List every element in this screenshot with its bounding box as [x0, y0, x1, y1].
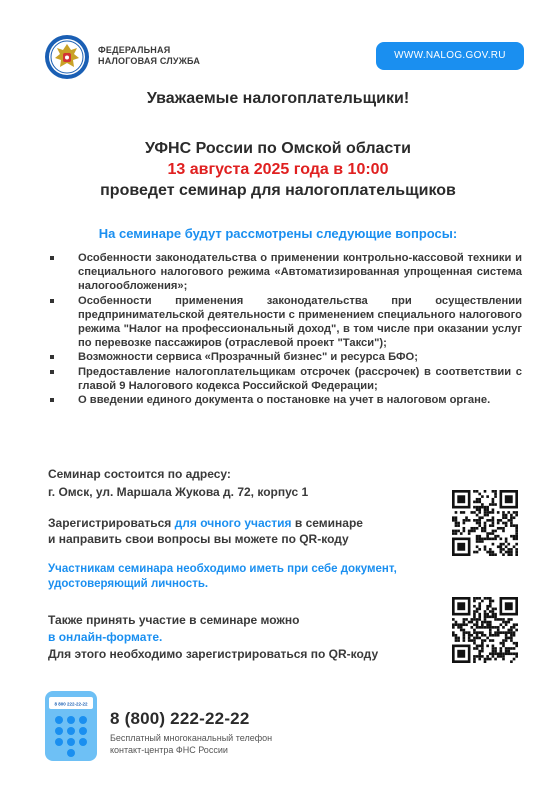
org-name-line2: НАЛОГОВАЯ СЛУЖБА	[98, 56, 201, 66]
list-item	[48, 365, 522, 393]
topic-text: Особенности применения законодательства при осуществлении предпринимательской деятельности с применением специального налогового режима "Налог на профессиональный доход", в том числе при оказании услуг по перевозке пассажиров (отраслевой проект "Такси");	[78, 294, 522, 350]
list-item	[48, 393, 522, 407]
topic-text: Возможности сервиса «Прозрачный бизнес" и ресурса БФО;	[78, 351, 418, 364]
online-line1: Также принять участие в семинаре можно	[48, 613, 300, 627]
documents-note	[48, 562, 397, 592]
website-link-button[interactable]: WWW.NALOG.GOV.RU	[376, 42, 524, 70]
topic-text: О введении единого документа о постановке на учет в налоговом органе.	[78, 394, 491, 407]
documents-note-line2: удостоверяющий личность.	[48, 578, 209, 590]
bullet-icon	[50, 299, 54, 303]
seminar-address	[48, 465, 308, 501]
registration-part1: Зарегистрироваться	[48, 516, 175, 530]
header	[44, 34, 524, 82]
hotline-caption-line2: контакт-центра ФНС России	[110, 745, 228, 755]
phone-screen-text: 8 800 222-22-22	[54, 701, 88, 707]
list-item	[48, 350, 522, 364]
org-name	[98, 45, 200, 67]
online-line3: Для этого необходимо зарегистрироваться по QR-коду	[48, 647, 379, 661]
bullet-icon	[50, 398, 54, 402]
topics-heading: На семинаре будут рассмотрены следующие вопросы:	[98, 226, 458, 241]
online-participation	[48, 612, 378, 663]
registration-in-person: для очного участия	[174, 516, 292, 530]
documents-note-line1: Участникам семинара необходимо иметь при себе документ,	[48, 563, 397, 575]
hotline-number: 8 (800) 222-22-22	[110, 709, 250, 728]
list-item	[48, 251, 522, 294]
topics-list	[48, 251, 522, 407]
phone-keypad-icon	[44, 690, 98, 762]
announcement-date: 13 августа 2025 года в 10:00	[167, 161, 389, 178]
bullet-icon	[50, 256, 54, 260]
topic-text: Предоставление налогоплательщикам отсрочек (рассрочек) в соответствии с главой 9 Налогового кодекса Российской Федерации;	[78, 365, 522, 392]
fns-emblem-icon	[44, 34, 90, 80]
bullet-icon	[50, 355, 54, 359]
org-name-line1: ФЕДЕРАЛЬНАЯ	[98, 45, 171, 55]
registration-line2: и направить свои вопросы вы можете по QR-коду	[48, 532, 349, 546]
qr-code-icon[interactable]	[452, 490, 518, 556]
registration-text	[48, 515, 363, 547]
greeting-heading: Уважаемые налогоплательщики!	[146, 90, 410, 107]
hotline-caption-line1: Бесплатный многоканальный телефон	[110, 733, 273, 743]
topic-text: Особенности законодательства о применении контрольно-кассовой техники и специального налогового режима «Автоматизированная упрощенная система налогообложения»;	[78, 252, 522, 293]
list-item	[48, 294, 522, 351]
qr-code-icon[interactable]	[452, 597, 518, 663]
bullet-icon	[50, 370, 54, 374]
announcement-event: проведет семинар для налогоплательщиков	[100, 182, 456, 199]
announcement-org: УФНС России по Омской области	[145, 140, 411, 157]
hotline-caption	[110, 732, 272, 756]
address-label: Семинар состоится по адресу:	[48, 467, 231, 481]
registration-part3: в семинаре	[291, 516, 363, 530]
online-format: в онлайн-формате.	[48, 630, 163, 644]
address-value: г. Омск, ул. Маршала Жукова д. 72, корпус 1	[48, 485, 309, 499]
